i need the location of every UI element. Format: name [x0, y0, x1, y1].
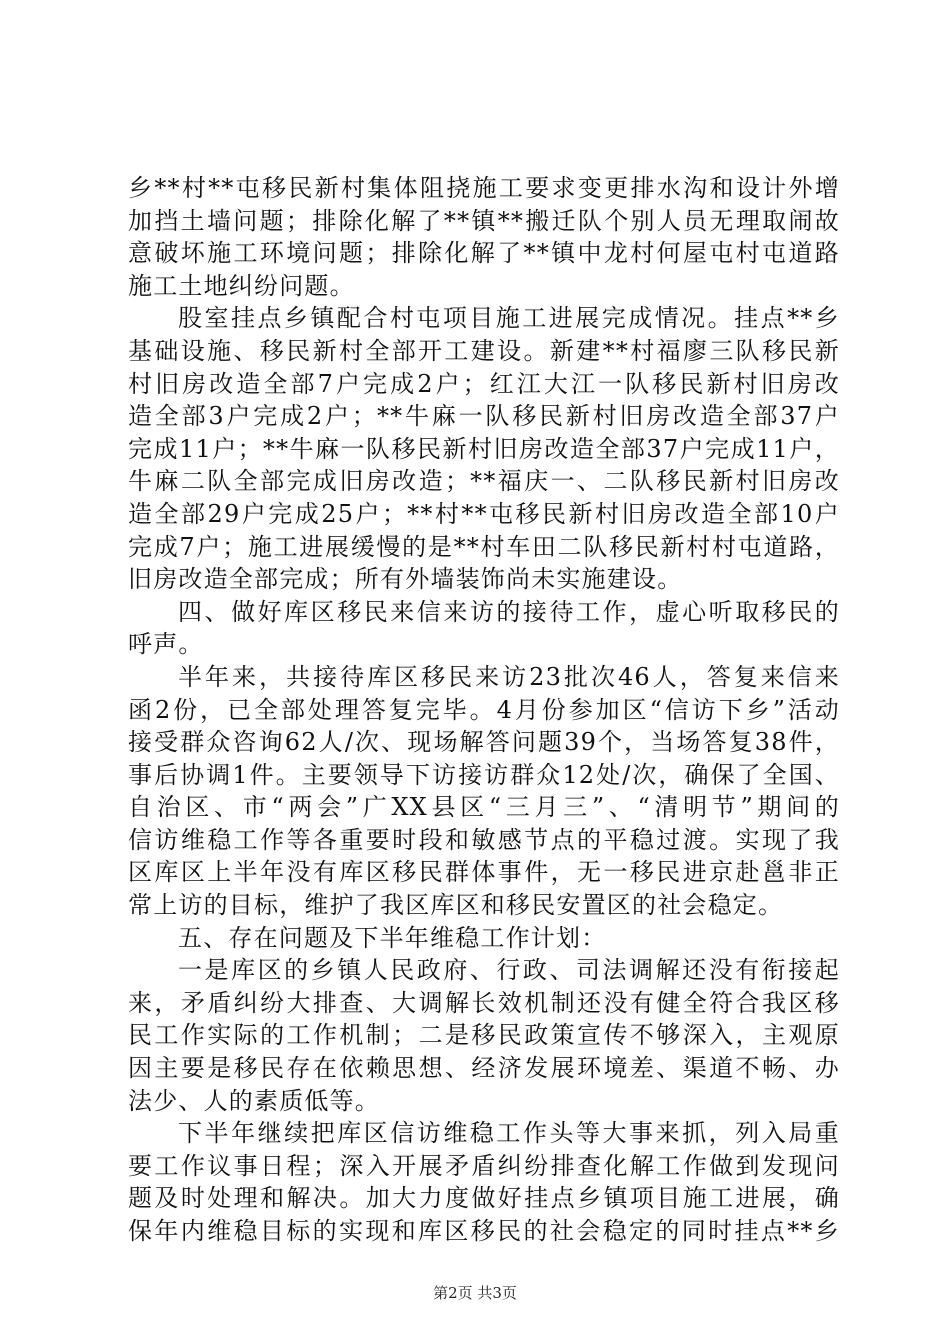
text-line: 保年内维稳目标的实现和库区移民的社会稳定的同时挂点**乡: [128, 1217, 840, 1245]
text-line: 呼声。: [128, 630, 204, 659]
text-line: 牛麻二队全部完成旧房改造；**福庆一、二队移民新村旧房改: [128, 467, 840, 496]
text-line: 意破坏施工环境问题；排除化解了**镇中龙村何屋屯村屯道路: [128, 239, 840, 268]
text-line: 题及时处理和解决。加大力度做好挂点乡镇项目施工进展，确: [128, 1184, 840, 1213]
text-line: 加挡土墙问题；排除化解了**镇**搬迁队个别人员无理取闹故: [128, 206, 840, 235]
text-line: 股室挂点乡镇配合村屯项目施工进展完成情况。挂点**乡: [178, 304, 840, 333]
text-line: 接受群众咨询62人/次、现场解答问题39个，当场答复38件，: [128, 728, 840, 757]
page-number: 第2页 共3页: [433, 1284, 517, 1302]
text-line: 函2份，已全部处理答复完毕。4月份参加区“信访下乡”活动: [128, 695, 840, 724]
text-line: 五、存在问题及下半年维稳工作计划：: [178, 923, 607, 952]
text-line: 乡**村**屯移民新村集体阻挠施工要求变更排水沟和设计外增: [128, 174, 840, 202]
text-line: 民工作实际的工作机制；二是移民政策宣传不够深入，主观原: [128, 1021, 840, 1050]
text-line: 法少、人的素质低等。: [128, 1086, 380, 1115]
text-line: 完成11户；**牛麻一队移民新村旧房改造全部37户完成11户，: [128, 434, 840, 463]
text-line: 造全部29户完成25户；**村**屯移民新村旧房改造全部10户: [128, 499, 840, 528]
text-line: 一是库区的乡镇人民政府、行政、司法调解还没有衔接起: [178, 956, 840, 985]
text-line: 完成7户；施工进展缓慢的是**村车田二队移民新村村屯道路，: [128, 532, 840, 561]
text-line: 因主要是移民存在依赖思想、经济发展环境差、渠道不畅、办: [128, 1054, 840, 1083]
text-line: 基础设施、移民新村全部开工建设。新建**村福廖三队移民新: [128, 336, 840, 365]
text-line: 常上访的目标，维护了我区库区和移民安置区的社会稳定。: [128, 891, 784, 920]
text-line: 四、做好库区移民来信来访的接待工作，虚心听取移民的: [178, 597, 840, 626]
text-line: 来，矛盾纠纷大排查、大调解长效机制还没有健全符合我区移: [128, 988, 840, 1017]
text-line: 半年来，共接待库区移民来访23批次46人，答复来信来: [178, 662, 840, 691]
text-line: 旧房改造全部完成；所有外墙装饰尚未实施建设。: [128, 565, 683, 594]
text-line: 下半年继续把库区信访维稳工作头等大事来抓，列入局重: [178, 1119, 840, 1148]
text-line: 造全部3户完成2户；**牛麻一队移民新村旧房改造全部37户: [128, 402, 840, 431]
text-line: 区库区上半年没有库区移民群体事件，无一移民进京赴邕非正: [128, 858, 840, 887]
text-line: 施工土地纠纷问题。: [128, 271, 355, 300]
text-line: 村旧房改造全部7户完成2户；红江大江一队移民新村旧房改: [128, 369, 840, 398]
text-line: 信访维稳工作等各重要时段和敏感节点的平稳过渡。实现了我: [128, 825, 840, 854]
text-line: 要工作议事日程；深入开展矛盾纠纷排查化解工作做到发现问: [128, 1151, 840, 1180]
text-line: 自治区、市“两会”广XX县区“三月三”、“清明节”期间的: [128, 793, 840, 822]
body-text: [128, 172, 840, 1248]
text-line: 事后协调1件。主要领导下访接访群众12处/次，确保了全国、: [128, 760, 840, 789]
